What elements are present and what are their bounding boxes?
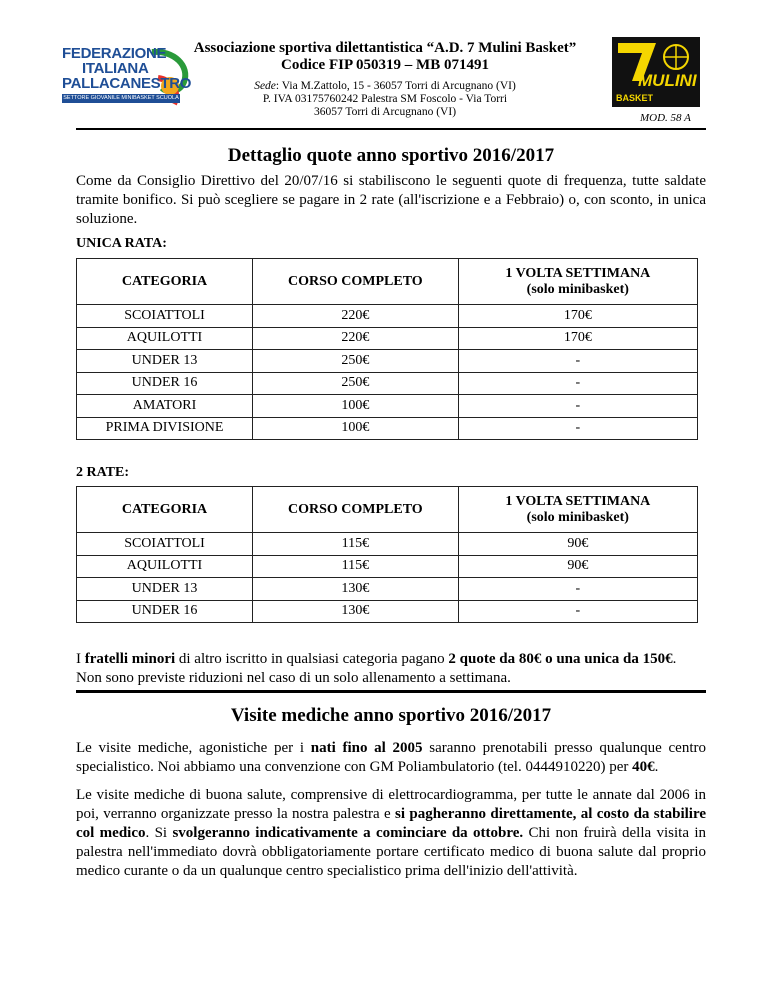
club-logo-text: MULINI [638,71,697,90]
col-settimana: 1 VOLTA SETTIMANA (solo minibasket) [458,487,697,533]
table-cell: - [458,578,697,601]
table-cell: 90€ [458,555,697,578]
table-cell: UNDER 13 [77,350,253,373]
table-cell: 220€ [253,327,459,350]
module-code: MOD. 58 A [640,112,691,124]
piva-line: P. IVA 03175760242 Palestra SM Foscolo - Via Torri [262,93,508,105]
fip-logo-line: PALLACANESTRO [62,75,192,92]
table-cell: - [458,417,697,440]
city-line: 36057 Torri di Arcugnano (VI) [313,106,457,118]
table-row [77,327,698,350]
fip-code: Codice FIP 050319 – MB 071491 [281,57,489,73]
table-cell: 115€ [253,555,459,578]
col-categoria: CATEGORIA [77,487,253,533]
association-name: Associazione sportiva dilettantistica “A.D. 7 Mulini Basket” [193,40,577,56]
table-cell: 250€ [253,350,459,373]
table-row [77,395,698,418]
table-cell: - [458,372,697,395]
medical-paragraph-2: Le visite mediche di buona salute, comprensive di elettrocardiogramma, per tutte le annate dal 2006 in poi, verranno organizzate presso la nostra palestra e si pagheranno direttamente, al costo da stabilire col medico. Si svolgeranno indicativamente a cominciare da ottobre. Chi non fruirà della visita in palestra nell'immediato dovrà obbligatoriamente portare certificato medico di buona salute dal proprio medico curante o da un qualunque centro specialistico prima dell'inizio dell'attività. [76,787,706,879]
table-cell: - [458,395,697,418]
table-cell: AQUILOTTI [77,555,253,578]
table-cell: AMATORI [77,395,253,418]
table-cell: UNDER 16 [77,372,253,395]
table-cell: 90€ [458,533,697,556]
club-logo [612,37,700,107]
col-settimana: 1 VOLTA SETTIMANA (solo minibasket) [458,259,697,305]
table-cell: SCOIATTOLI [77,305,253,328]
table-row [77,417,698,440]
table-cell: SCOIATTOLI [77,533,253,556]
table-cell: 170€ [458,327,697,350]
two-installments-table [76,486,698,623]
sede-line: Sede: Via M.Zattolo, 15 - 36057 Torri di Arcugnano (VI) [254,80,516,92]
section-divider [76,690,706,693]
club-logo-sub: BASKET [616,93,654,103]
fees-intro: Come da Consiglio Direttivo del 20/07/16 si stabiliscono le seguenti quote di frequenza, tutte saldate tramite bonifico. Si può scegliere se pagare in 2 rate (all'iscrizione e a Febbraio) o, con sconto, in unica soluzione. [76,173,706,227]
medical-paragraph-1: Le visite mediche, agonistiche per i nati fino al 2005 saranno prenotabili presso qualunque centro specialistico. Noi abbiamo una convenzione con GM Poliambulatorio (tel. 0444910220) per 40€. [76,740,706,775]
fip-logo-line: ITALIANA [82,60,149,77]
two-installments-label: 2 RATE: [76,465,130,480]
header-divider [76,128,706,130]
single-payment-label: UNICA RATA: [76,236,167,251]
fees-title: Dettaglio quote anno sportivo 2016/2017 [227,145,555,166]
table-cell: 250€ [253,372,459,395]
table-cell: - [458,600,697,623]
table-row [77,578,698,601]
table-header-row [77,259,698,305]
table-row [77,372,698,395]
table-cell: 100€ [253,417,459,440]
fip-logo [62,46,192,116]
medical-title: Visite mediche anno sportivo 2016/2017 [230,705,552,726]
table-cell: AQUILOTTI [77,327,253,350]
header-center [190,40,580,119]
table-cell: 100€ [253,395,459,418]
single-payment-table [76,258,698,440]
table-header-row [77,487,698,533]
table-row [77,350,698,373]
fip-logo-line: FEDERAZIONE [62,45,167,62]
col-corso-completo: CORSO COMPLETO [253,259,459,305]
table-cell: 115€ [253,533,459,556]
table-row [77,533,698,556]
fip-logo-banner: SETTORE GIOVANILE MINIBASKET SCUOLA [63,95,179,101]
col-categoria: CATEGORIA [77,259,253,305]
table-cell: 130€ [253,578,459,601]
table-cell: UNDER 16 [77,600,253,623]
table-row [77,600,698,623]
table-row [77,305,698,328]
col-corso-completo: CORSO COMPLETO [253,487,459,533]
table-cell: UNDER 13 [77,578,253,601]
table-row [77,555,698,578]
table-cell: 220€ [253,305,459,328]
table-cell: - [458,350,697,373]
table-cell: PRIMA DIVISIONE [77,417,253,440]
table-cell: 130€ [253,600,459,623]
table-cell: 170€ [458,305,697,328]
siblings-note: I fratelli minori di altro iscritto in qualsiasi categoria pagano 2 quote da 80€ o una unica da 150€. Non sono previste riduzioni nel caso di un solo allenamento a settimana. [76,651,677,686]
